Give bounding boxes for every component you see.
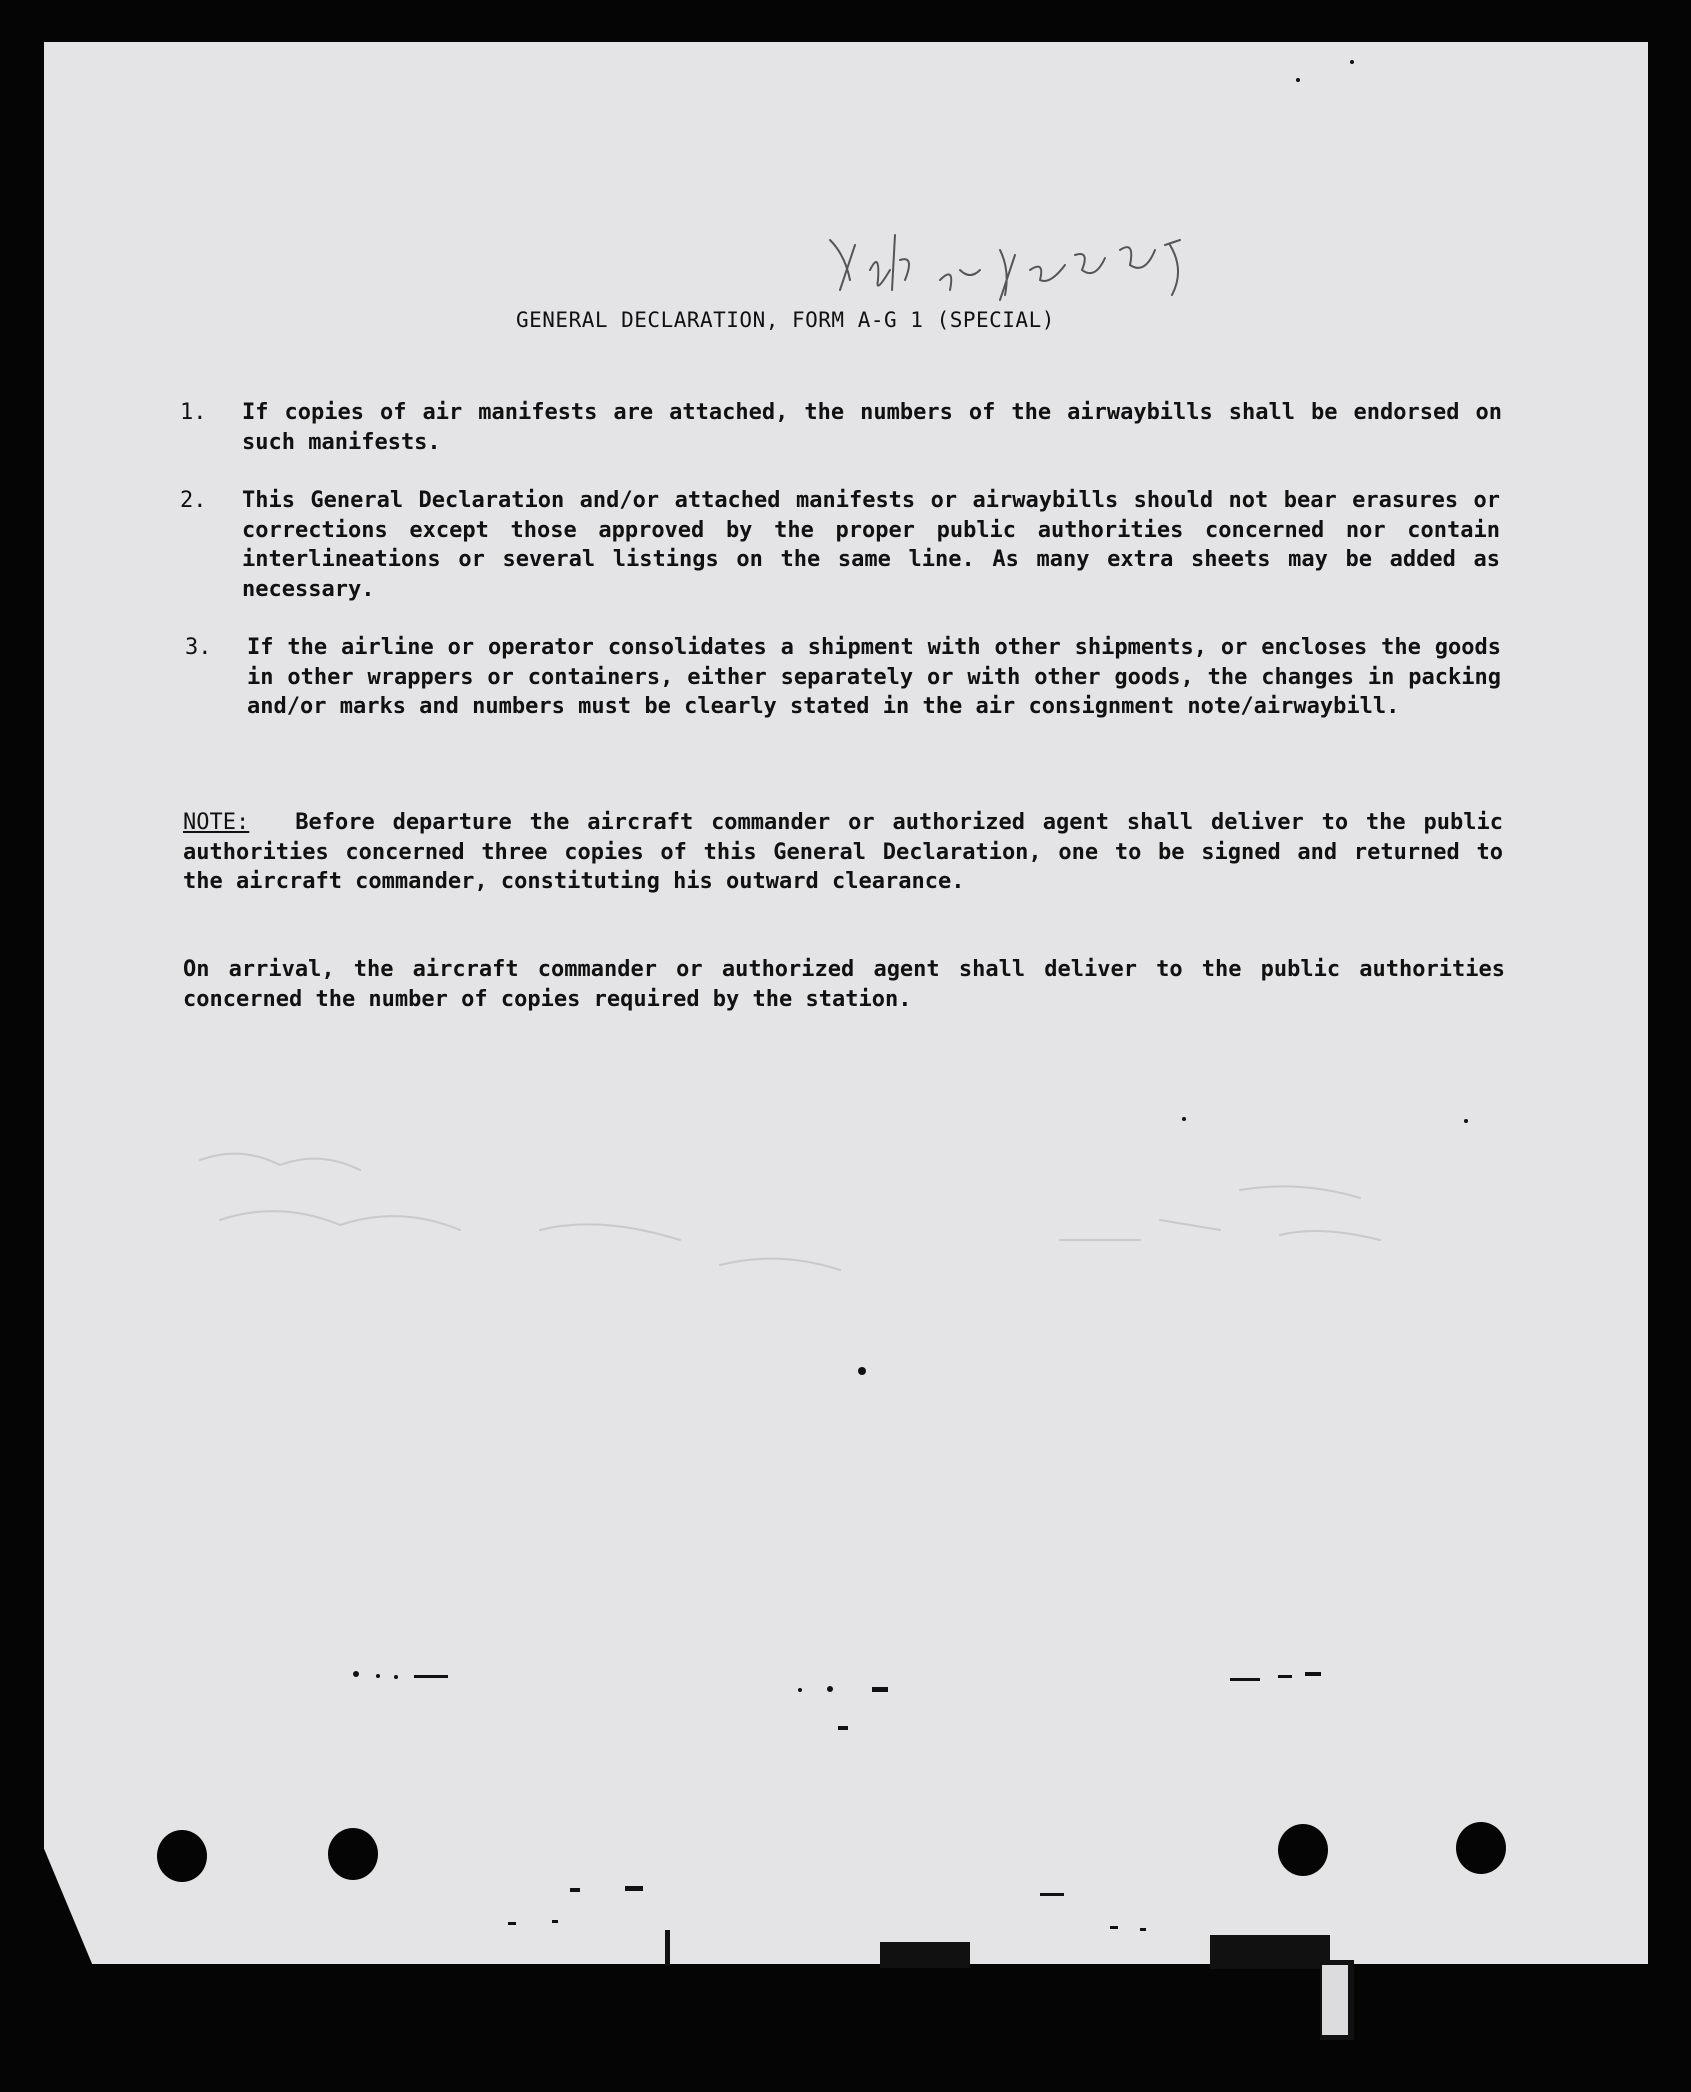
page-title: GENERAL DECLARATION, FORM A-G 1 (SPECIAL) (516, 308, 1055, 332)
arrival-paragraph: On arrival, the aircraft commander or authorized agent shall deliver to the public authorities concerned the number of copies required by the station. (183, 957, 1505, 1012)
list-item-number: 1. (180, 400, 207, 425)
note-paragraph (183, 808, 1503, 897)
punch-hole-2 (328, 1828, 378, 1880)
note-label: NOTE: (183, 810, 250, 835)
list-item-number: 2. (180, 488, 207, 513)
punch-hole-1 (157, 1830, 207, 1882)
list-item-text: If the airline or operator consolidates a shipment with other shipments, or encloses the goods in other wrappers or containers, either separately or with other goods, the changes in packing and/or marks and numbers must be clearly stated in the air consignment note/airwaybill. (247, 635, 1501, 719)
punch-hole-4 (1456, 1822, 1506, 1874)
list-item-1 (180, 398, 1502, 460)
list-item-text: If copies of air manifests are attached, the numbers of the airwaybills shall be endorsed on such manifests. (242, 400, 1502, 455)
faint-show-through-marks (160, 1090, 1580, 1370)
note-text: Before departure the aircraft commander or authorized agent shall deliver to the public authorities concerned three copies of this General Declaration, one to be signed and returned to the aircraft commander, constituting his outward clearance. (183, 810, 1503, 894)
list-item-number: 3. (185, 635, 212, 660)
list-item-2 (180, 486, 1502, 606)
list-item-text: This General Declaration and/or attached manifests or airwaybills should not bear erasures or corrections except those approved by the proper public authorities concerned nor contain interlineations or several listings on the same line. As many extra sheets may be added as necessary. (242, 488, 1500, 602)
list-item-3 (185, 633, 1505, 753)
handwritten-annotation-icon (820, 210, 1280, 320)
punch-hole-3 (1278, 1824, 1328, 1876)
